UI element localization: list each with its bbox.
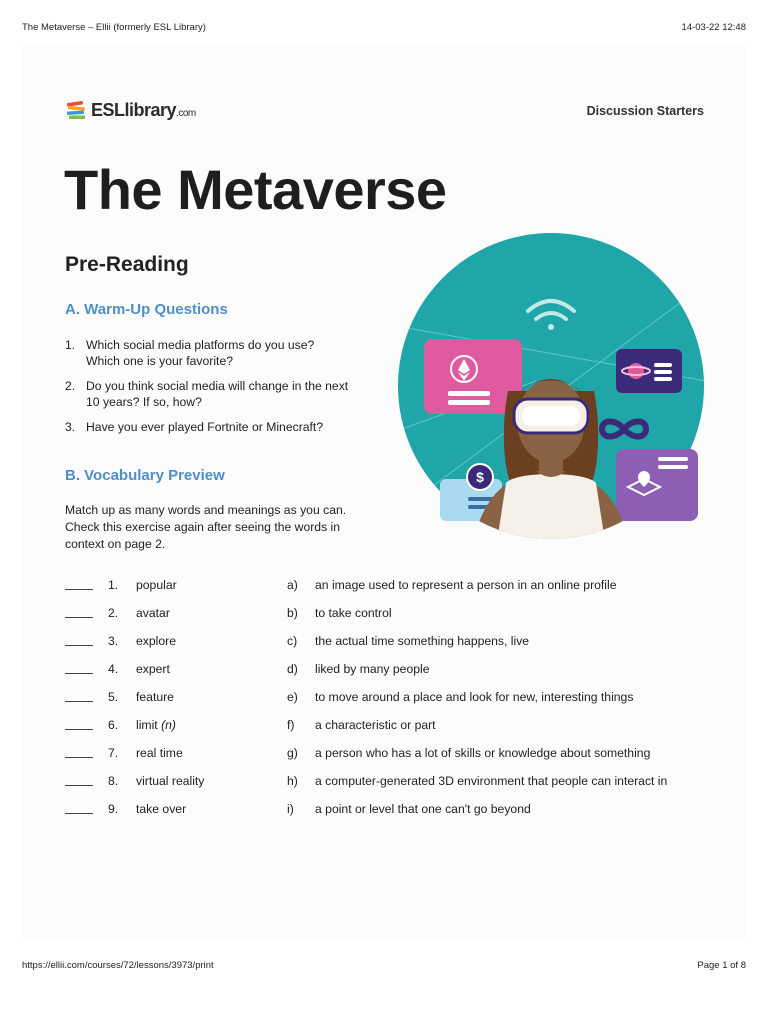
- vocab-number: 6.: [108, 718, 119, 732]
- meaning-letter: g): [287, 746, 298, 760]
- warmup-heading: A. Warm-Up Questions: [65, 301, 228, 318]
- vocab-row: [65, 774, 725, 802]
- meaning-letter: a): [287, 578, 298, 592]
- warmup-questions: [65, 337, 385, 444]
- purple-card: [616, 449, 698, 521]
- meaning-text: an image used to represent a person in an online profile: [315, 578, 617, 592]
- meaning-letter: f): [287, 718, 295, 732]
- question-item: [65, 337, 385, 369]
- vocab-heading: B. Vocabulary Preview: [65, 467, 225, 484]
- part-of-speech: (n): [161, 718, 176, 732]
- question-number: 2.: [65, 379, 76, 393]
- vocab-word: take over: [136, 802, 187, 816]
- answer-blank[interactable]: [65, 757, 93, 758]
- vocab-word: feature: [136, 690, 174, 704]
- vocab-row: [65, 578, 725, 606]
- vocab-number: 4.: [108, 662, 119, 676]
- question-text: Which social media platforms do you use? Which one is your favorite?: [86, 338, 315, 368]
- svg-text:$: $: [476, 469, 484, 485]
- meaning-text: a point or level that one can't go beyond: [315, 802, 531, 816]
- vocab-number: 2.: [108, 606, 119, 620]
- answer-blank[interactable]: [65, 813, 93, 814]
- answer-blank[interactable]: [65, 729, 93, 730]
- vocab-number: 3.: [108, 634, 119, 648]
- logo-wordmark: ESLlibrary.com: [91, 99, 196, 120]
- vocab-word: virtual reality: [136, 774, 205, 788]
- vocab-matching-table: [65, 578, 725, 830]
- worksheet-page: [22, 45, 746, 940]
- vocab-instructions: Match up as many words and meanings as you can. Check this exercise again after seeing the words in context on page 2.: [65, 503, 347, 551]
- answer-blank[interactable]: [65, 673, 93, 674]
- meaning-text: a person who has a lot of skills or knowledge about something: [315, 746, 651, 760]
- lesson-title: The Metaverse: [64, 158, 447, 221]
- vocab-row: [65, 718, 725, 746]
- books-stack-icon: [66, 99, 88, 121]
- meaning-letter: c): [287, 634, 298, 648]
- page-number: Page 1 of 8: [697, 960, 746, 971]
- section-title: Pre-Reading: [65, 253, 189, 276]
- vocab-row: [65, 606, 725, 634]
- meaning-text: the actual time something happens, live: [315, 634, 530, 648]
- esl-library-logo: [66, 99, 196, 121]
- vocab-number: 7.: [108, 746, 119, 760]
- series-label: Discussion Starters: [586, 104, 704, 118]
- vocab-row: [65, 690, 725, 718]
- vocab-word: limit (n): [136, 718, 176, 732]
- question-number: 3.: [65, 420, 76, 434]
- vocab-word: avatar: [136, 606, 170, 620]
- vocab-number: 1.: [108, 578, 119, 592]
- navy-card: [616, 349, 682, 393]
- meaning-letter: h): [287, 774, 298, 788]
- vocab-number: 5.: [108, 690, 119, 704]
- meaning-text: to move around a place and look for new, interesting things: [315, 690, 634, 704]
- planet-icon: [628, 363, 644, 379]
- meaning-letter: d): [287, 662, 298, 676]
- print-footer: [22, 960, 746, 971]
- vocab-row: [65, 634, 725, 662]
- meaning-text: to take control: [315, 606, 392, 620]
- vocab-row: [65, 662, 725, 690]
- question-text: Have you ever played Fortnite or Minecraft?: [86, 420, 324, 434]
- question-number: 1.: [65, 338, 76, 352]
- question-text: Do you think social media will change in the next 10 years? If so, how?: [86, 379, 349, 409]
- answer-blank[interactable]: [65, 785, 93, 786]
- vocab-row: [65, 802, 725, 830]
- answer-blank[interactable]: [65, 589, 93, 590]
- vocab-word: expert: [136, 662, 170, 676]
- page-title-text: The Metaverse – Ellii (formerly ESL Library): [22, 22, 206, 33]
- answer-blank[interactable]: [65, 617, 93, 618]
- vocab-word: popular: [136, 578, 177, 592]
- page-url: https://ellii.com/courses/72/lessons/3973/print: [22, 960, 214, 971]
- meaning-text: a characteristic or part: [315, 718, 436, 732]
- vocab-word: real time: [136, 746, 183, 760]
- answer-blank[interactable]: [65, 701, 93, 702]
- meaning-letter: e): [287, 690, 298, 704]
- metaverse-illustration: [396, 231, 706, 541]
- vocab-number: 9.: [108, 802, 119, 816]
- meaning-letter: b): [287, 606, 298, 620]
- vocab-word: explore: [136, 634, 176, 648]
- print-datetime: 14-03-22 12:48: [681, 22, 746, 33]
- meaning-letter: i): [287, 802, 294, 816]
- meaning-text: a computer-generated 3D environment that people can interact in: [315, 774, 668, 788]
- question-item: [65, 378, 385, 410]
- print-header: [22, 22, 746, 33]
- answer-blank[interactable]: [65, 645, 93, 646]
- question-item: [65, 419, 385, 435]
- vocab-row: [65, 746, 725, 774]
- meaning-text: liked by many people: [315, 662, 430, 676]
- vocab-number: 8.: [108, 774, 119, 788]
